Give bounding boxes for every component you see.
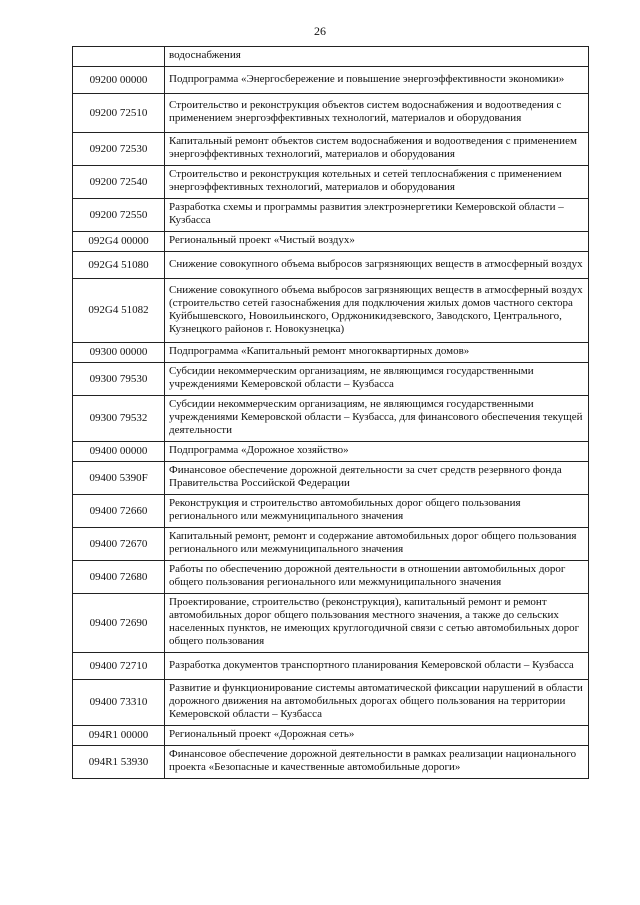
table-row: [73, 495, 589, 528]
row-description: Финансовое обеспечение дорожной деятельности в рамках реализации национального проекта «Безопасные и качественные автомобильные дороги»: [165, 746, 589, 779]
row-code: 092G4 51082: [73, 279, 165, 343]
row-description: Субсидии некоммерческим организациям, не являющимся государственными учреждениями Кемеровской области – Кузбасса: [165, 363, 589, 396]
row-code: 09200 72550: [73, 199, 165, 232]
row-description: Подпрограмма «Энергосбережение и повышение энергоэффективности экономики»: [165, 67, 589, 94]
table-row: [73, 653, 589, 680]
row-description: Снижение совокупного объема выбросов загрязняющих веществ в атмосферный воздух (строительство сетей газоснабжения для подключения жилых домов частного сектора Куйбышевского, Новоильинского, Орджоникидзевского, Заводского, Центрального, Кузнецкого районов г. Новокузнецка): [165, 279, 589, 343]
row-code: 09200 72540: [73, 166, 165, 199]
table-row: [73, 47, 589, 67]
row-code: 09400 73310: [73, 680, 165, 726]
row-description: Реконструкция и строительство автомобильных дорог общего пользования регионального или межмуниципального значения: [165, 495, 589, 528]
row-description: Субсидии некоммерческим организациям, не являющимся государственными учреждениями Кемеровской области – Кузбасса, для финансового обеспечения текущей деятельности: [165, 396, 589, 442]
table-row: [73, 561, 589, 594]
row-code: 09200 00000: [73, 67, 165, 94]
row-code: 09400 72670: [73, 528, 165, 561]
row-code: 092G4 51080: [73, 252, 165, 279]
table-row: [73, 166, 589, 199]
row-description: Региональный проект «Дорожная сеть»: [165, 726, 589, 746]
row-description: Работы по обеспечению дорожной деятельности в отношении автомобильных дорог общего пользования регионального или межмуниципального значения: [165, 561, 589, 594]
row-description: Развитие и функционирование системы автоматической фиксации нарушений в области дорожного движения на автомобильных дорогах общего пользования на территории Кемеровской области – Кузбасса: [165, 680, 589, 726]
table-row: [73, 442, 589, 462]
row-code: 09200 72530: [73, 133, 165, 166]
table-row: [73, 343, 589, 363]
table-row: [73, 67, 589, 94]
row-code: 09400 72710: [73, 653, 165, 680]
row-description: Капитальный ремонт объектов систем водоснабжения и водоотведения с применением энергоэффективных технологий, материалов и оборудования: [165, 133, 589, 166]
page-number: 26: [314, 24, 326, 38]
row-description: Строительство и реконструкция котельных и сетей теплоснабжения с применением энергоэффективных технологий, материалов и оборудования: [165, 166, 589, 199]
row-code: 09400 72660: [73, 495, 165, 528]
budget-code-table: [72, 46, 589, 779]
row-description: Разработка документов транспортного планирования Кемеровской области – Кузбасса: [165, 653, 589, 680]
row-code: 09400 72690: [73, 594, 165, 653]
table-row: [73, 363, 589, 396]
table-row: [73, 594, 589, 653]
row-code: 09400 72680: [73, 561, 165, 594]
row-description: Региональный проект «Чистый воздух»: [165, 232, 589, 252]
table-row: [73, 279, 589, 343]
row-code: 09400 5390F: [73, 462, 165, 495]
table-row: [73, 462, 589, 495]
row-description: Подпрограмма «Капитальный ремонт многоквартирных домов»: [165, 343, 589, 363]
table-row: [73, 680, 589, 726]
row-description: водоснабжения: [165, 47, 589, 67]
table-row: [73, 199, 589, 232]
row-description: Снижение совокупного объема выбросов загрязняющих веществ в атмосферный воздух: [165, 252, 589, 279]
row-code: 094R1 00000: [73, 726, 165, 746]
row-code: 09200 72510: [73, 94, 165, 133]
row-description: Капитальный ремонт, ремонт и содержание автомобильных дорог общего пользования регионального или межмуниципального значения: [165, 528, 589, 561]
table-row: [73, 133, 589, 166]
table-row: [73, 528, 589, 561]
table-row: [73, 94, 589, 133]
row-code: 09400 00000: [73, 442, 165, 462]
table-row: [73, 726, 589, 746]
row-description: Разработка схемы и программы развития электроэнергетики Кемеровской области – Кузбасса: [165, 199, 589, 232]
row-code: [73, 47, 165, 67]
table-row: [73, 232, 589, 252]
row-code: 09300 79532: [73, 396, 165, 442]
row-description: Проектирование, строительство (реконструкция), капитальный ремонт и ремонт автомобильных дорог общего пользования местного значения, а также до сельских населенных пунктов, не имеющих круглогодичной связи с сетью автомобильных дорог общего пользования: [165, 594, 589, 653]
row-description: Подпрограмма «Дорожное хозяйство»: [165, 442, 589, 462]
table-row: [73, 746, 589, 779]
row-code: 092G4 00000: [73, 232, 165, 252]
row-description: Финансовое обеспечение дорожной деятельности за счет средств резервного фонда Правительства Российской Федерации: [165, 462, 589, 495]
row-code: 09300 79530: [73, 363, 165, 396]
row-code: 094R1 53930: [73, 746, 165, 779]
table-row: [73, 252, 589, 279]
row-code: 09300 00000: [73, 343, 165, 363]
row-description: Строительство и реконструкция объектов систем водоснабжения и водоотведения с применением энергоэффективных технологий, материалов и оборудования: [165, 94, 589, 133]
table-row: [73, 396, 589, 442]
